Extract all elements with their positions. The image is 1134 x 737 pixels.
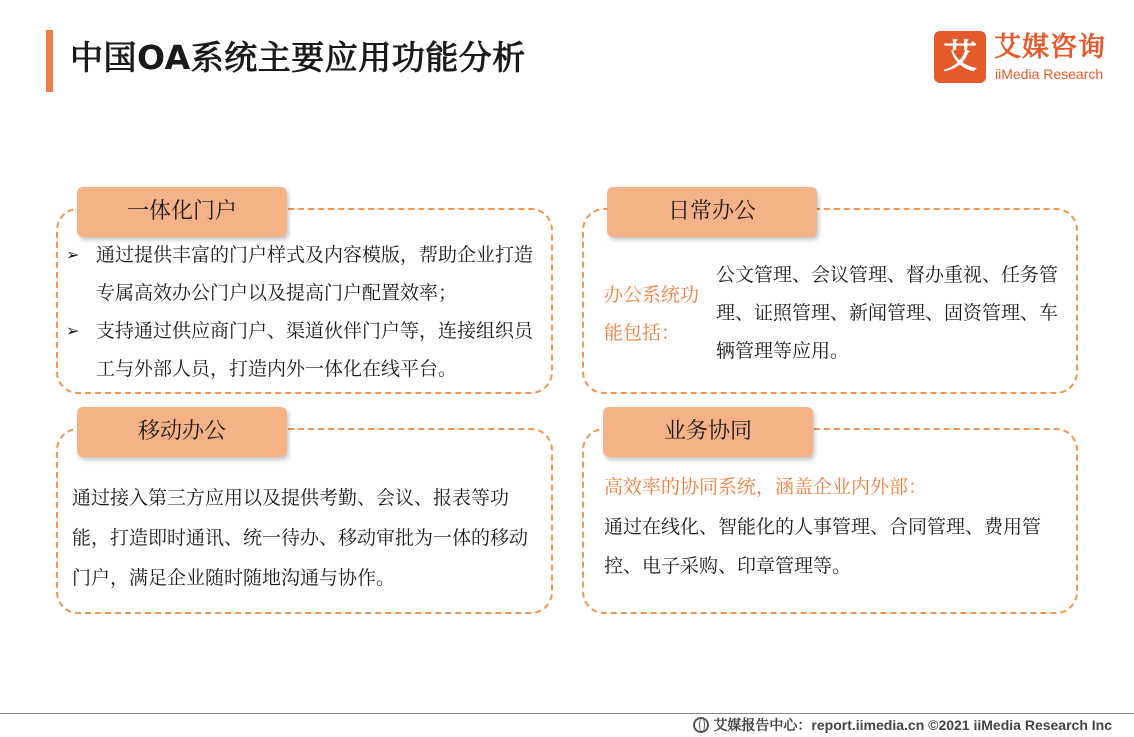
tag-mobile-office: 移动办公 [77, 407, 287, 457]
tag-portal: 一体化门户 [77, 187, 287, 237]
title-accent-bar [46, 30, 53, 92]
logo-name-en: iiMedia Research [995, 66, 1104, 82]
arrow-bullet-icon: ➢ [66, 321, 80, 340]
logo-name-cn: 艾媒咨询 [994, 32, 1106, 63]
tag-daily-office: 日常办公 [607, 187, 817, 237]
mobile-office-text: 通过接入第三方应用以及提供考勤、会议、报表等功能，打造即时通讯、统一待办、移动审批为一体的移动门户，满足企业随时随地沟通与协作。 [72, 487, 529, 589]
tag-business-collab: 业务协同 [603, 407, 813, 457]
business-collab-heading: 高效率的协同系统，涵盖企业内外部： [604, 476, 928, 498]
business-collab-text: 通过在线化、智能化的人事管理、合同管理、费用管控、电子采购、印章管理等。 [604, 516, 1042, 577]
page-title: 中国OA系统主要应用功能分析 [70, 38, 526, 77]
list-item [66, 312, 550, 388]
globe-icon [693, 717, 709, 733]
brand-logo [934, 31, 1114, 85]
arrow-bullet-icon: ➢ [66, 245, 80, 264]
logo-mark-icon: 艾 [934, 31, 986, 83]
daily-office-text: 公文管理、会议管理、督办重视、任务管理、证照管理、新闻管理、固资管理、车辆管理等应用。 [716, 264, 1059, 362]
footer [693, 714, 1112, 736]
list-item [66, 236, 550, 312]
bullet-text: 支持通过供应商门户、渠道伙伴门户等，连接组织员工与外部人员，打造内外一体化在线平台。 [96, 320, 534, 380]
bullet-text: 通过提供丰富的门户样式及内容模版，帮助企业打造专属高效办公门户以及提高门户配置效率； [96, 244, 534, 304]
daily-office-label: 办公系统功能包括： [604, 284, 700, 344]
portal-bullet-list [66, 236, 550, 388]
footer-text: 艾媒报告中心：report.iimedia.cn ©2021 iiMedia Research Inc [713, 717, 1112, 733]
